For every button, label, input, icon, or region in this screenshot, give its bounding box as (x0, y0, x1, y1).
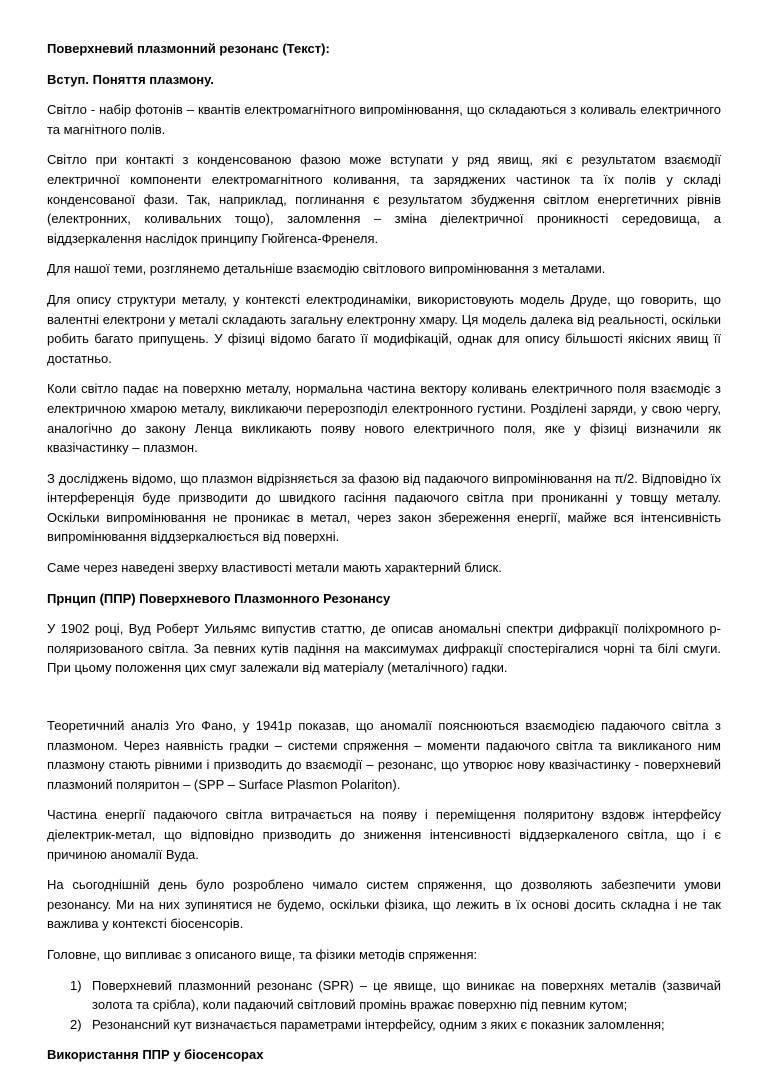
paragraph: З досліджень відомо, що плазмон відрізняється за фазою від падаючого випромінювання на π/2. Відповідно їх інтерференція буде призводити до швидкого гасіння падаючого світла при прониканні у товщу металу. Оскільки випромінювання не проникає в метал, через закон збереження енергії, майже вся інтенсивність випромінювання віддзеркалюється від поверхні. (47, 470, 721, 545)
intro-heading: Вступ. Поняття плазмону. (47, 71, 214, 87)
paragraph: Для опису структури металу, у контексті електродинаміки, використовують модель Друде, що говорить, що валентні електрони у металі складають загальну електронну хмару. Ця модель далека від реальності, оскільки робить багато припущень. У фізиці відомо багато її модифікацій, однак для опису більшості якісних явищ її достатньо. (47, 291, 721, 366)
list-item-number: 1) (70, 977, 82, 993)
paragraph: Саме через наведені зверху властивості метали мають характерний блиск. (47, 560, 502, 576)
document-title: Поверхневий плазмонний резонанс (Текст): (47, 41, 330, 56)
paragraph: Світло при контакті з конденсованою фазою може вступати у ряд явищ, які є результатом взаємодії електричної компоненти електромагнітного коливання, та заряджених частинок та їх полів у складі конденсованої фази. Так, наприклад, поглинання є результатом збудження світлом енергетичних рівнів (електронних, коливальних тощо), заломлення – зміна діелектричної проникності середовища, а віддзеркалення наслідок принципу Гюйгенса-Френеля. (47, 152, 721, 246)
paragraph: Світло - набір фотонів – квантів електромагнітного випромінювання, що складаються з коливаль електричного та магнітного полів. (47, 102, 721, 137)
usage-heading: Використання ППР у біосенсорах (47, 1047, 264, 1063)
paragraph: Коли світло падає на поверхню металу, нормальна частина вектору коливань електричного поля взаємодіє з електричною хмарою металу, викликаючи перерозподіл електронного густини. Розділені заряди, у свою чергу, аналогічно до закону Ленца викликають появу нового електричного поля, яке у фізиці визначили як квазічастинку – плазмон. (47, 381, 721, 456)
list-item-text: Поверхневий плазмонний резонанс (SPR) – це явище, що виникає на поверхнях металів (зазвичай золота та срібла), коли падаючий світловий промінь вражає поверхню під певним кутом; (92, 977, 721, 1013)
document-page (47, 39, 721, 1076)
principle-heading: Прнцип (ППР) Поверхневого Плазмонного Резонансу (47, 590, 391, 606)
paragraph-wood: У 1902 році, Вуд Роберт Уильямс випустив статтю, де описав аномальні спектри дифракції поліхромного p-поляризованого світла. За певних кутів падіння на максимумах дифракції спостерігалися чорні та білі смуги. При цьому положення цих смуг залежали від матеріалу (металічного) гадки. (47, 621, 721, 676)
blank-line (47, 689, 721, 716)
paragraph: Для нашої теми, розглянемо детальніше взаємодію світлового випромінювання з металами. (47, 261, 606, 277)
paragraph: Теоретичний аналіз Уго Фано, у 1941р показав, що аномалії пояснюються взаємодією падаючого світла з плазмоном. Через наявність градки – системи спряження – моменти падаючого світла та викликаного ним плазмону стають рівними і призводить до взаємодії – резонанс, що утворює нову квазічастинку - поверхневий плазмоний поляритон – (SPP – Surface Plasmon Polariton). (47, 718, 721, 792)
list-item (47, 976, 721, 1015)
list-item-text: Резонансний кут визначається параметрами інтерфейсу, одним з яких є показник заломлення; (92, 1016, 665, 1032)
numbered-list (47, 976, 721, 1035)
list-item (47, 1015, 721, 1035)
paragraph: Головне, що випливає з описаного вище, та фізики методів спряження: (47, 946, 478, 962)
list-item-number: 2) (70, 1016, 82, 1032)
paragraph: Частина енергії падаючого світла витрачається на появу і переміщення поляритону вздовж інтерфейсу діелектрик-метал, що відповідно призводить до зниження інтенсивності віддзеркаленого світла, що і є причиною аномалії Вуда. (47, 807, 721, 862)
paragraph: На сьогоднішній день було розроблено чимало систем спряження, що дозволяють забезпечити умови резонансу. Ми на них зупинятися не будемо, оскільки фізика, що лежить в їх основі досить складна і не так важлива у контексті біосенсорів. (47, 877, 721, 932)
